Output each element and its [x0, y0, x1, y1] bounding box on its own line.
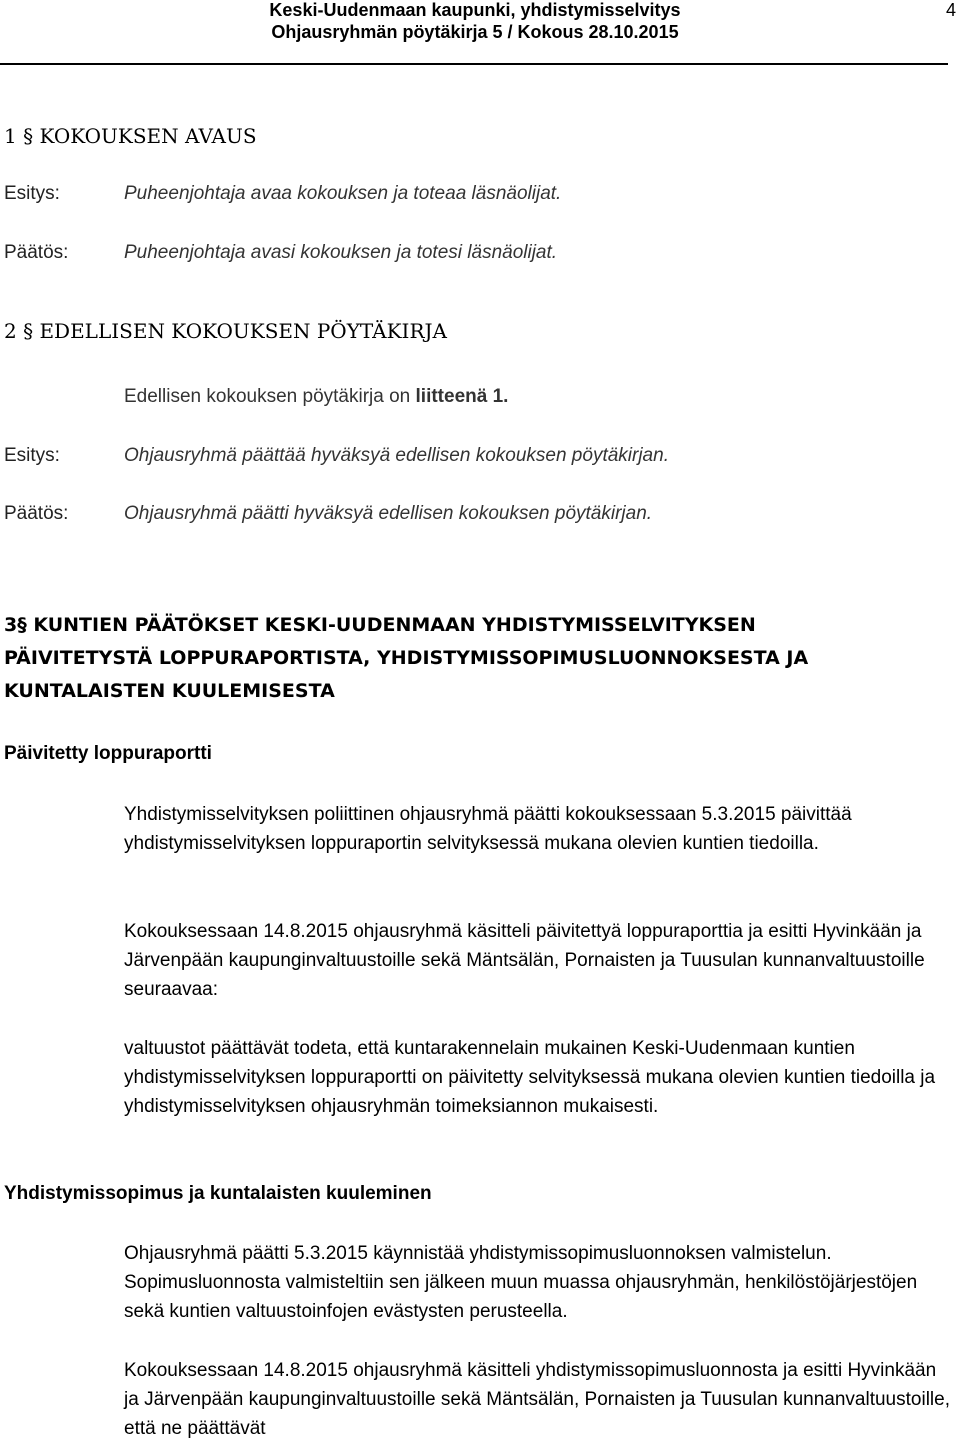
- paragraph-agreement-preparation: Ohjausryhmä päätti 5.3.2015 käynnistää yhdistymissopimusluonnoksen valmistelun. Sopimusluonnosta valmisteltiin sen jälkeen muun muassa ohjausryhmän, henkilöstöjärjestöjen sekä kuntien valtuustoinfojen evästysten perusteella.: [124, 1243, 918, 1322]
- header-document-title: Ohjausryhmän pöytäkirja 5 / Kokous 28.10.2015: [271, 22, 679, 42]
- section2-esitys-text: Ohjausryhmä päättää hyväksyä edellisen kokouksen pöytäkirjan.: [124, 445, 669, 466]
- page-header: [0, 0, 960, 66]
- subheading-updated-report: Päivitetty loppuraportti: [4, 743, 212, 764]
- section3-heading-line3: KUNTALAISTEN KUULEMISESTA: [4, 680, 335, 702]
- section3-heading-line1: 3§ KUNTIEN PÄÄTÖKSET KESKI-UUDENMAAN YHDISTYMISSELVITYKSEN: [4, 614, 756, 636]
- paragraph-report-decision: Yhdistymisselvityksen poliittinen ohjausryhmä päätti kokouksessaan 5.3.2015 päivittää yhdistymisselvityksen loppuraportin selvityksessä mukana olevien kuntien tiedoilla.: [124, 804, 852, 854]
- section2-intro: [124, 386, 508, 408]
- section2-paatos-text: Ohjausryhmä päätti hyväksyä edellisen kokouksen pöytäkirjan.: [124, 503, 653, 524]
- section1-paatos-text: Puheenjohtaja avasi kokouksen ja totesi läsnäolijat.: [124, 242, 558, 263]
- page-number: 4: [945, 0, 956, 20]
- section2-paatos-label: Päätös:: [4, 503, 69, 524]
- paragraph-report-proposal: Kokouksessaan 14.8.2015 ohjausryhmä käsitteli päivitettyä loppuraporttia ja esitti Hyvinkään ja Järvenpään kaupunginvaltuustoille sekä Mäntsälän, Pornaisten ja Tuusulan kunnanvaltuustoille seuraavaa:: [124, 921, 925, 1000]
- section1-esitys-text: Puheenjohtaja avaa kokouksen ja toteaa läsnäolijat.: [124, 183, 562, 204]
- section2-intro-text: Edellisen kokouksen pöytäkirja on: [124, 386, 411, 407]
- section1-paatos-label: Päätös:: [4, 242, 69, 263]
- section3-heading-line2: PÄIVITETYSTÄ LOPPURAPORTISTA, YHDISTYMISSOPIMUSLUONNOKSESTA JA: [4, 647, 809, 669]
- section1-heading: 1 § KOKOUKSEN AVAUS: [4, 124, 257, 148]
- section2-esitys-label: Esitys:: [4, 445, 60, 466]
- section1-esitys-label: Esitys:: [4, 183, 60, 204]
- subheading-merger-agreement: Yhdistymissopimus ja kuntalaisten kuuleminen: [4, 1183, 432, 1204]
- paragraph-council-decision: valtuustot päättävät todeta, että kuntarakennelain mukainen Keski-Uudenmaan kuntien yhdistymisselvityksen loppuraportti on päivitetty selvityksessä mukana olevien kuntien tiedoilla ja yhdistymisselvityksen ohjausryhmän toimeksiannon mukaisesti.: [124, 1038, 936, 1117]
- paragraph-agreement-proposal: Kokouksessaan 14.8.2015 ohjausryhmä käsitteli yhdistymissopimusluonnosta ja esitti Hyvinkään ja Järvenpään kaupunginvaltuustoille sekä Mäntsälän, Pornaisten ja Tuusulan kunnanvaltuustoille, että ne päättävät: [124, 1360, 950, 1439]
- section2-heading: 2 § EDELLISEN KOKOUKSEN PÖYTÄKIRJA: [4, 319, 447, 343]
- header-organization: Keski-Uudenmaan kaupunki, yhdistymisselvitys: [269, 0, 681, 20]
- attachment-reference: liitteenä 1.: [415, 386, 509, 407]
- header-rule: [0, 63, 948, 65]
